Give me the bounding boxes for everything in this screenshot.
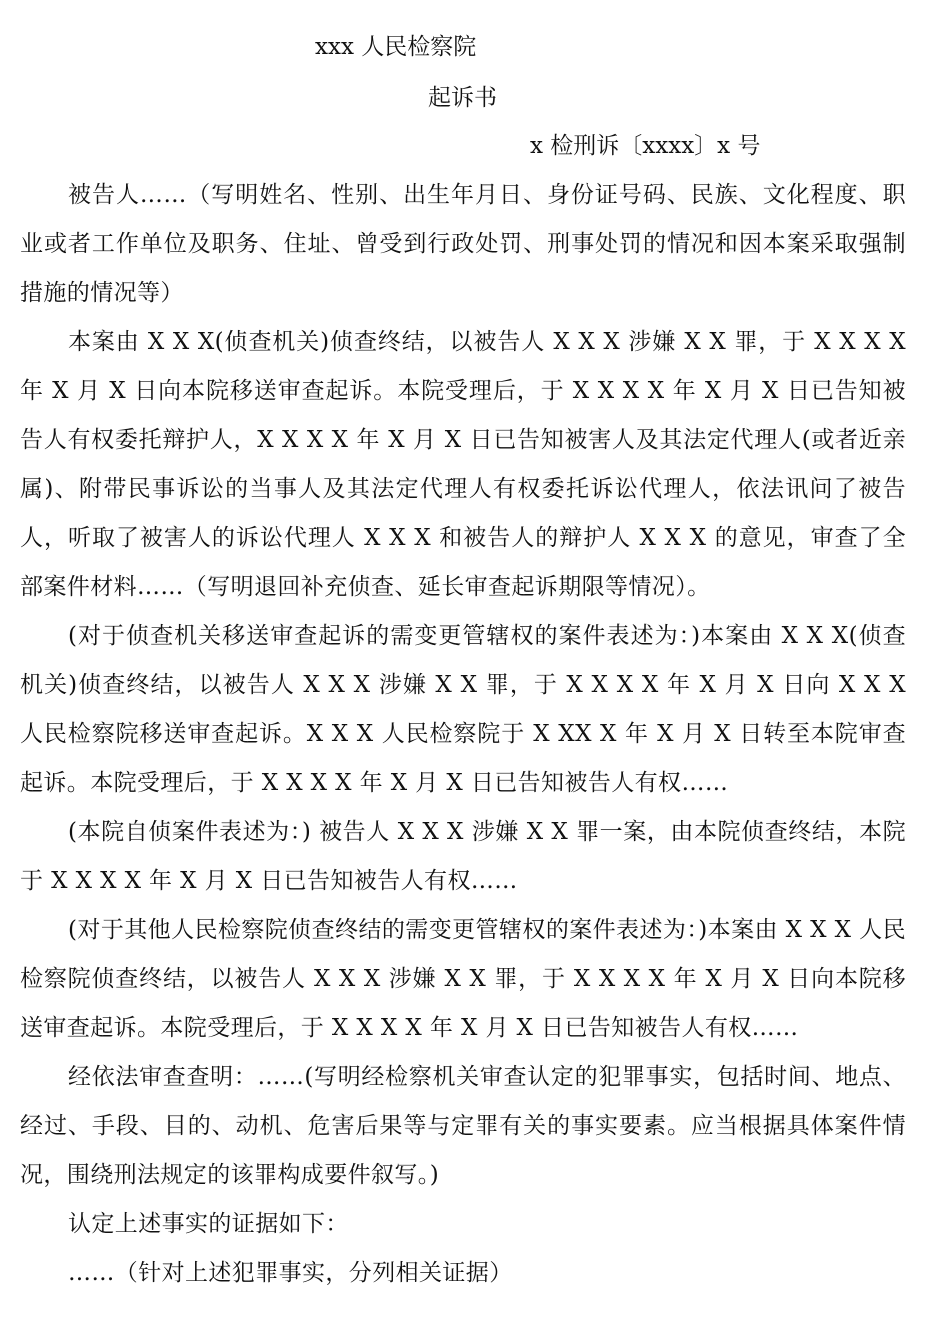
case-transfer-paragraph: 本案由 X X X(侦查机关)侦查终结，以被告人 X X X 涉嫌 X X 罪，于 X X X X 年 X 月 X 日向本院移送审查起诉。本院受理后，于 X X X X 年 X 月 X 日已告知被告人有权委托辩护人，X X X X 年 X 月 X 日已告知被害人及其法定代理人(或者近亲属)、附带民事诉讼的当事人及其法定代理人有权委托诉讼代理人，依法讯问了被告人，听取了被害人的诉讼代理人 X X X 和被告人的辩护人 X X X 的意见，审查了全部案件材料……（写明退回补充侦查、延长审查起诉期限等情况）。 [20,329,906,600]
jurisdiction-change-paragraph: (对于侦查机关移送审查起诉的需变更管辖权的案件表述为：)本案由 X X X(侦查机关)侦查终结，以被告人 X X X 涉嫌 X X 罪，于 X X X X 年 X 月 X 日向 X X X 人民检察院移送审查起诉。X X X 人民检察院于 X XX X 年 X 月 X 日转至本院审查起诉。本院受理后，于 X X X X 年 X 月 X 日已告知被告人有权…… [20,623,906,796]
facts-found-paragraph: 经依法审查查明：……(写明经检察机关审查认定的犯罪事实，包括时间、地点、经过、手段、目的、动机、危害后果等与定罪有关的事实要素。应当根据具体案件情况，围绕刑法规定的该罪构成要件叙写。) [20,1064,906,1188]
defendant-info-paragraph: 被告人……（写明姓名、性别、出生年月日、身份证号码、民族、文化程度、职业或者工作单位及职务、住址、曾受到行政处罚、刑事处罚的情况和因本案采取强制措施的情况等） [20,182,906,306]
evidence-list-paragraph: ……（针对上述犯罪事实，分列相关证据） [68,1260,513,1286]
self-investigation-paragraph: (本院自侦案件表述为：) 被告人 X X X 涉嫌 X X 罪一案，由本院侦查终结，本院于 X X X X 年 X 月 X 日已告知被告人有权…… [20,819,906,894]
other-procuratorate-paragraph: (对于其他人民检察院侦查终结的需变更管辖权的案件表述为：)本案由 X X X 人民检察院侦查终结，以被告人 X X X 涉嫌 X X 罪，于 X X X X 年 X 月 X 日向本院移送审查起诉。本院受理后，于 X X X X 年 X 月 X 日已告知被告人有权…… [20,917,906,1041]
document-title: 起诉书 [428,85,497,111]
document-number: x 检刑诉〔xxxx〕x 号 [530,133,761,159]
evidence-heading: 认定上述事实的证据如下： [68,1211,349,1237]
procuratorate-name: xxx 人民检察院 [315,34,477,60]
